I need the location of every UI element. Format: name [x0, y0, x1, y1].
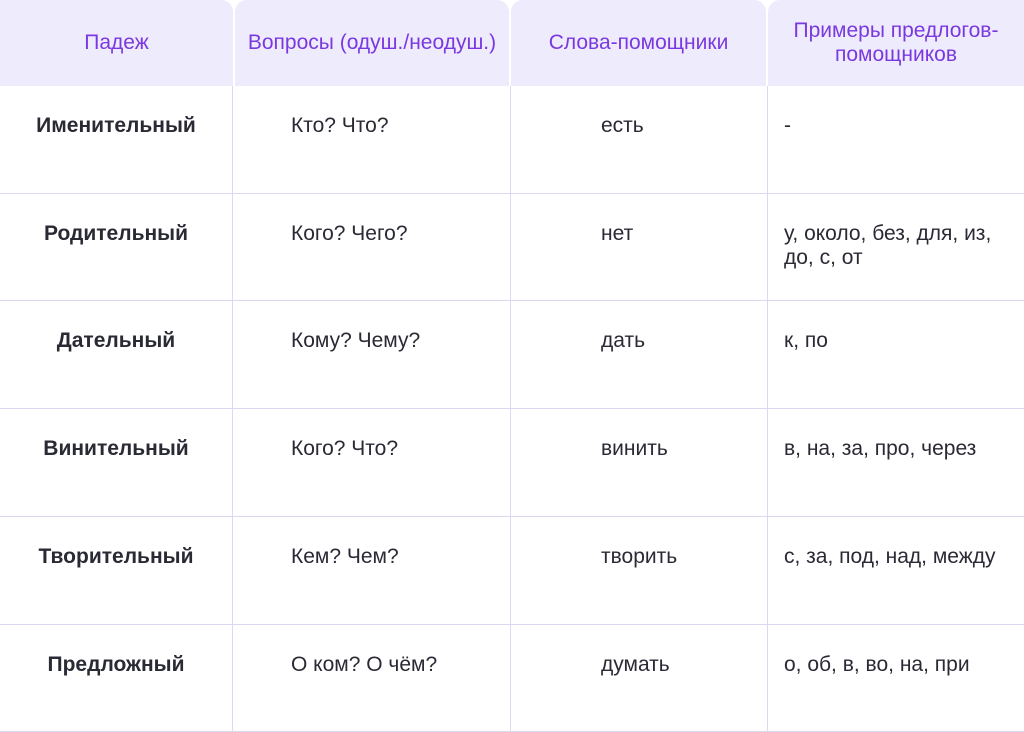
row-prepositions: -	[768, 86, 1024, 194]
row-case: Творительный	[0, 517, 233, 625]
row-case: Родительный	[0, 194, 233, 301]
row-questions: Кем? Чем?	[233, 517, 511, 625]
row-helper-word: винить	[511, 409, 768, 517]
header-case: Падеж	[0, 0, 233, 86]
row-helper-word: есть	[511, 86, 768, 194]
row-helper-word: думать	[511, 625, 768, 732]
row-questions: О ком? О чём?	[233, 625, 511, 732]
row-case: Именительный	[0, 86, 233, 194]
row-questions: Кого? Чего?	[233, 194, 511, 301]
header-prepositions: Примеры предлогов-помощников	[768, 0, 1024, 86]
row-prepositions: с, за, под, над, между	[768, 517, 1024, 625]
row-questions: Кому? Чему?	[233, 301, 511, 409]
row-questions: Кто? Что?	[233, 86, 511, 194]
row-case: Дательный	[0, 301, 233, 409]
row-prepositions: у, около, без, для, из, до, с, от	[768, 194, 1024, 301]
row-questions: Кого? Что?	[233, 409, 511, 517]
row-case: Предложный	[0, 625, 233, 732]
row-prepositions: о, об, в, во, на, при	[768, 625, 1024, 732]
row-prepositions: в, на, за, про, через	[768, 409, 1024, 517]
header-questions: Вопросы (одуш./неодуш.)	[235, 0, 509, 86]
row-helper-word: творить	[511, 517, 768, 625]
row-prepositions: к, по	[768, 301, 1024, 409]
row-case: Винительный	[0, 409, 233, 517]
row-helper-word: дать	[511, 301, 768, 409]
header-helper-words: Слова-помощники	[511, 0, 766, 86]
row-helper-word: нет	[511, 194, 768, 301]
